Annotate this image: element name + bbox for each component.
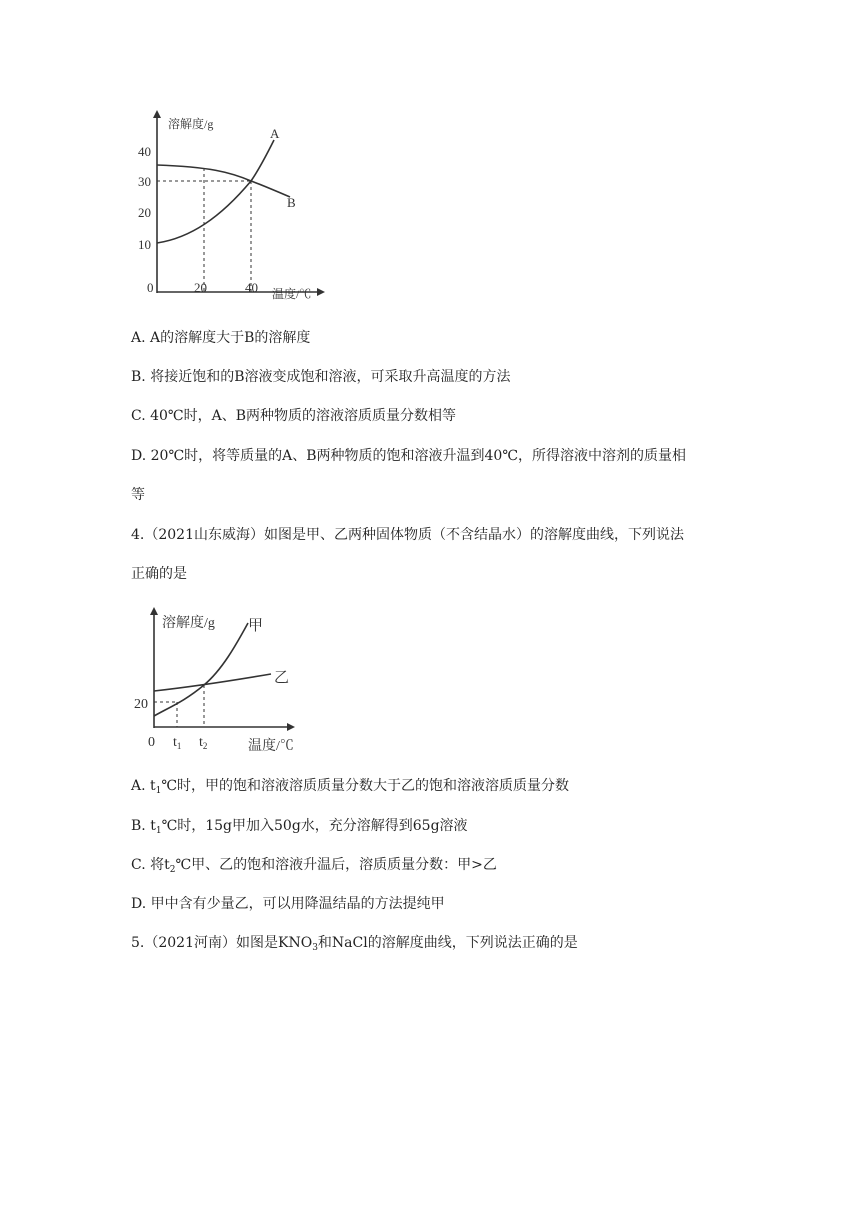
x-axis-label: 温度/℃ [272,287,312,301]
q3-option-c: C. 40℃时，A、B两种物质的溶液溶质质量分数相等 [131,408,456,424]
y-tick-10: 10 [138,237,151,252]
x-tick-t1: $t_1$ [173,735,182,751]
q3-option-d: D. 20℃时，将等质量的A、B两种物质的饱和溶液升温到40℃，所得溶液中溶剂的质量相 [131,448,686,464]
x-tick-0: 0 [147,280,154,295]
q5-stem: 5.（2021河南）如图是$KNO_3$和NaCl的溶解度曲线，下列说法正确的是 [131,935,578,953]
q3-option-b: B. 将接近饱和的B溶液变成饱和溶液，可采取升高温度的方法 [131,369,511,385]
x-axis-arrow [287,723,295,731]
q3-option-d-cont: 等 [131,487,145,503]
y-axis-arrow [150,607,158,615]
y-tick-40: 40 [138,144,151,159]
q4-option-d: D. 甲中含有少量乙，可以用降温结晶的方法提纯甲 [131,896,445,912]
q4-option-b: B. $t_1℃$时，15g甲加入50g水，充分溶解得到65g溶液 [131,818,468,836]
x-tick-0: 0 [148,735,155,750]
q4-stem: 4.（2021山东威海）如图是甲、乙两种固体物质（不含结晶水）的溶解度曲线，下列说法 [131,527,684,543]
q4-option-c: C. 将$t_2℃$甲、乙的饱和溶液升温后，溶质质量分数：甲>乙 [131,857,497,875]
y-tick-20: 20 [134,697,148,712]
curve-b-label: B [287,195,296,210]
y-axis-label: 溶解度/g [162,616,215,631]
x-tick-40: 40 [245,280,258,295]
curve-a-label: A [270,126,280,141]
q3-option-a: A. A的溶解度大于B的溶解度 [131,330,311,346]
y-tick-30: 30 [138,174,151,189]
y-axis-label: 溶解度/g [168,117,214,131]
x-axis-label: 温度/℃ [248,739,294,754]
solubility-chart-jia-yi [130,605,310,755]
q4-option-a: A. $t_1℃$时，甲的饱和溶液溶质质量分数大于乙的饱和溶液溶质质量分数 [131,778,570,796]
y-axis-arrow [153,110,161,118]
x-tick-20: 20 [194,280,207,295]
y-tick-20: 20 [138,205,151,220]
x-tick-t2: $t_2$ [199,735,208,751]
curve-yi-label: 乙 [274,670,290,686]
curve-a [157,140,274,243]
curve-jia-label: 甲 [248,618,264,634]
q4-stem-cont: 正确的是 [131,566,187,582]
solubility-chart-ab [120,110,340,305]
x-axis-arrow [317,288,325,296]
